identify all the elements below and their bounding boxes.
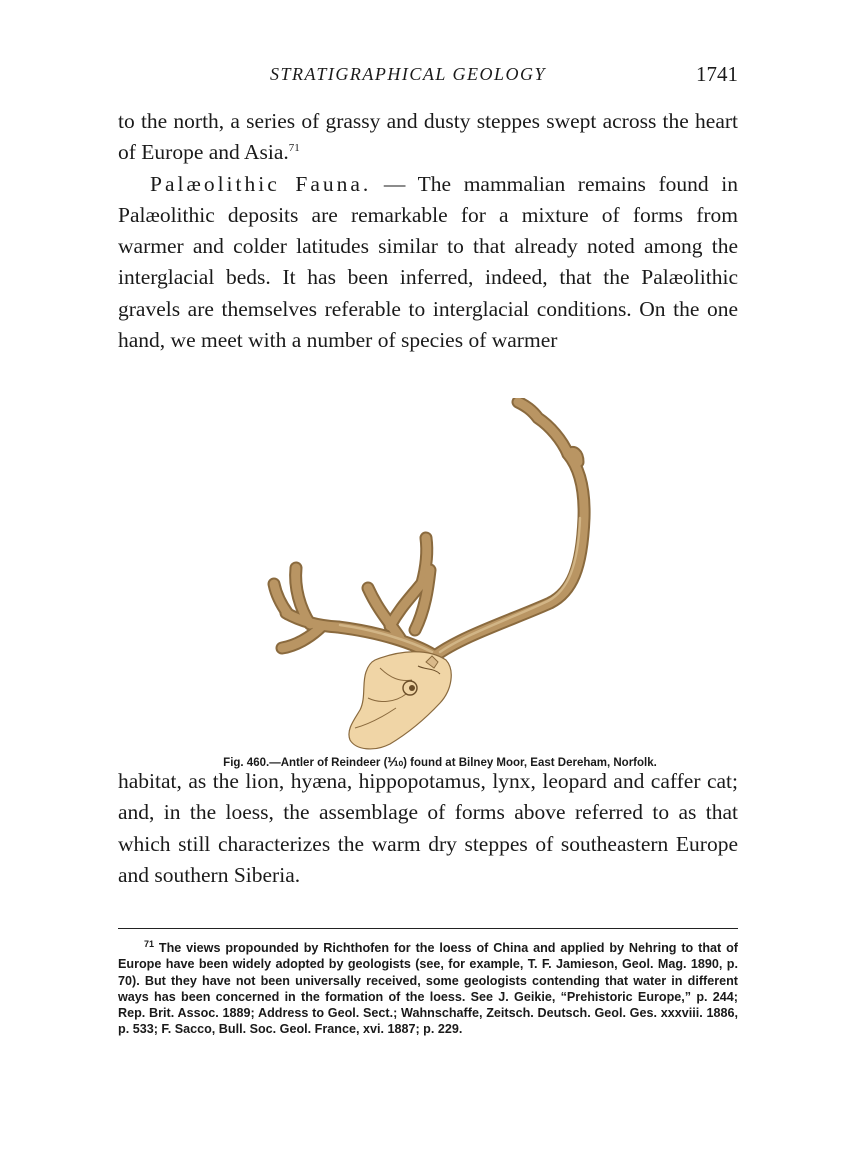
body-text-bottom (118, 766, 738, 891)
page-number: 1741 (696, 62, 738, 86)
paragraph-continued-text: to the north, a series of grassy and dusty steppes swept across the heart of Europe and Asia. (118, 109, 738, 165)
section-heading-inline: Palæolithic Fauna. (150, 171, 372, 196)
footnote-divider (118, 928, 738, 929)
skull-drawing (349, 652, 451, 749)
running-head (118, 62, 738, 88)
body-text-top (118, 106, 738, 356)
paragraph-habitat: habitat, as the lion, hyæna, hippopotamus, lynx, leopard and caffer cat; and, in the loess, the assemblage of forms above referred to as that which still characterizes the warm dry steppes of southeastern Europe and southern Siberia. (118, 769, 738, 887)
figure-caption: Fig. 460.—Antler of Reindeer (⅒) found at Bilney Moor, East Dereham, Norfolk. (223, 757, 657, 769)
antler-drawing (274, 402, 584, 656)
reindeer-antler-illustration (250, 398, 610, 754)
footnote-reference[interactable]: 71 (288, 142, 300, 155)
paragraph-palaeolithic-fauna (118, 169, 738, 357)
paragraph-continued (118, 106, 738, 169)
paragraph-text: — The mammalian remains found in Palæolithic deposits are remarkable for a mixture of forms from warmer and colder latitudes similar to that already noted among the interglacial beds. It has been inferred, indeed, that the Palæolithic gravels are themselves referable to interglacial conditions. On the one hand, we meet with a number of species of warmer (118, 171, 738, 353)
footnote-71 (118, 940, 738, 1038)
footnote-text: The views propounded by Richthofen for the loess of China and applied by Nehring to that of Europe have been widely adopted by geologists (see, for example, T. F. Jamieson, Geol. Mag. 1890, p. 70). But they have not been universally received, some geologists contending that water in different ways has been concerned in the formation of the loess. See J. Geikie, “Prehistoric Europe,” p. 244; Rep. Brit. Assoc. 1889; Address to Geol. Sect.; Wahnschaffe, Zeitsch. Deutsch. Geol. Ges. xxxviii. 1886, p. 533; F. Sacco, Bull. Soc. Geol. France, xvi. 1887; p. 229. (118, 941, 738, 1037)
footnote-marker: 71 (144, 938, 155, 949)
running-title: STRATIGRAPHICAL GEOLOGY (270, 64, 547, 84)
figure-reindeer-antler (250, 398, 610, 754)
